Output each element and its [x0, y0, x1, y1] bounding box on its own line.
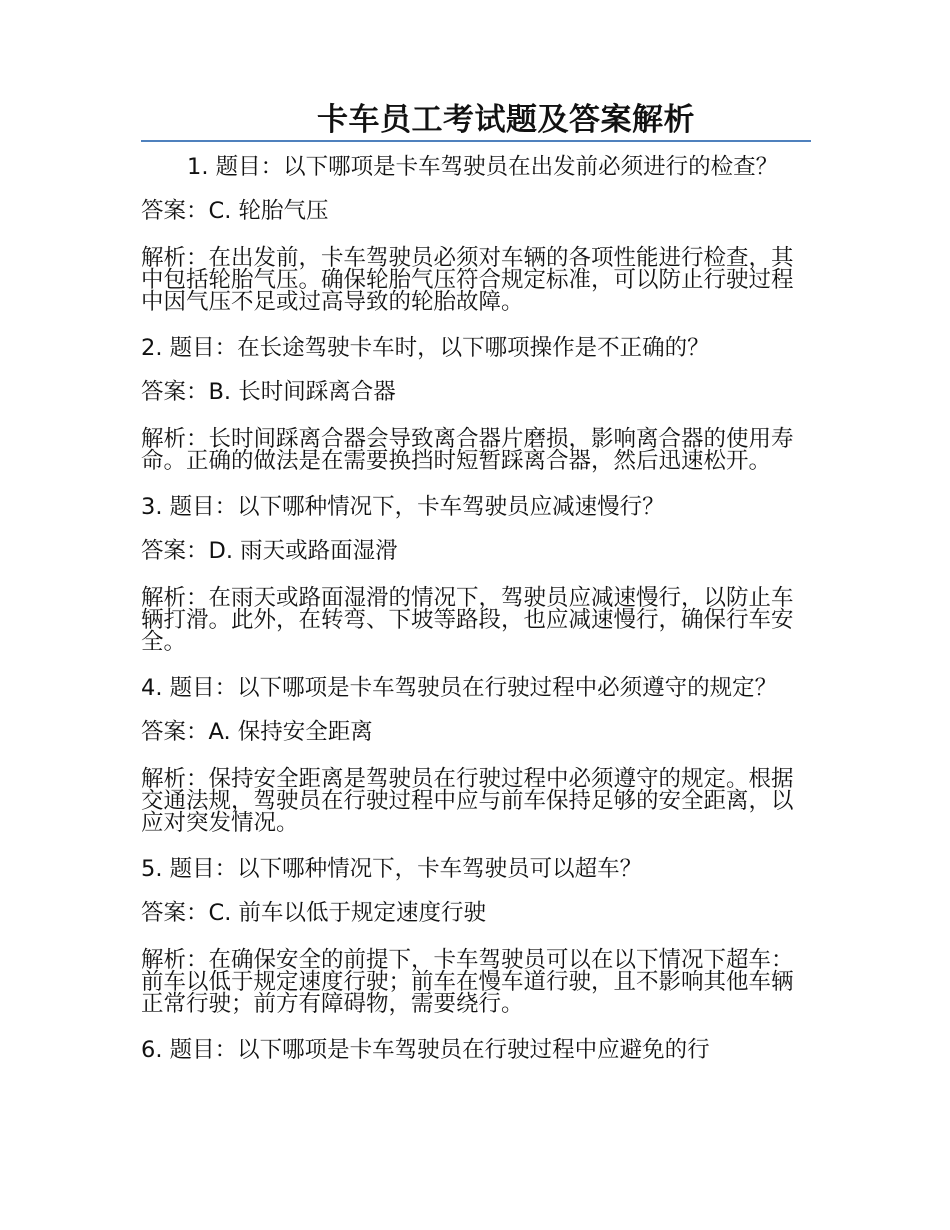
question-text: 1. 题目：以下哪项是卡车驾驶员在出发前必须进行的检查？	[187, 154, 779, 180]
explanation-text: 解析：在雨天或路面湿滑的情况下，驾驶员应减速慢行，以防止车辆打滑。此外，在转弯、下坡等路段，也应减速慢行，确保行车安全。	[141, 585, 794, 655]
answer-text: 答案：D. 雨天或路面湿滑	[141, 538, 398, 564]
question-text: 3. 题目：以下哪种情况下，卡车驾驶员应减速慢行？	[141, 494, 665, 520]
qa-item-1	[141, 156, 811, 313]
answer-text: 答案：C. 前车以低于规定速度行驶	[141, 900, 487, 926]
explanation-text: 解析：保持安全距离是驾驶员在行驶过程中必须遵守的规定。根据交通法规，驾驶员在行驶过程中应与前车保持足够的安全距离，以应对突发情况。	[141, 766, 794, 836]
qa-item-2	[141, 337, 811, 472]
answer-text: 答案：B. 长时间踩离合器	[141, 379, 396, 405]
explanation-text: 解析：在出发前，卡车驾驶员必须对车辆的各项性能进行检查，其中包括轮胎气压。确保轮胎气压符合规定标准，可以防止行驶过程中因气压不足或过高导致的轮胎故障。	[141, 245, 794, 315]
qa-item-5	[141, 858, 811, 1015]
question-text: 4. 题目：以下哪项是卡车驾驶员在行驶过程中必须遵守的规定？	[141, 675, 778, 701]
answer-text: 答案：A. 保持安全距离	[141, 719, 373, 745]
document-page	[141, 100, 811, 1061]
explanation-text: 解析：在确保安全的前提下，卡车驾驶员可以在以下情况下超车：前车以低于规定速度行驶；前车在慢车道行驶，且不影响其他车辆正常行驶；前方有障碍物，需要绕行。	[141, 947, 794, 1017]
title-underline	[141, 140, 811, 142]
answer-text: 答案：C. 轮胎气压	[141, 198, 329, 224]
document-title: 卡车员工考试题及答案解析	[317, 102, 695, 138]
question-text: 5. 题目：以下哪种情况下，卡车驾驶员可以超车？	[141, 856, 643, 882]
qa-item-6	[141, 1039, 811, 1061]
question-text: 2. 题目：在长途驾驶卡车时，以下哪项操作是不正确的？	[141, 335, 710, 361]
question-text: 6. 题目：以下哪项是卡车驾驶员在行驶过程中应避免的行	[141, 1037, 710, 1063]
explanation-text: 解析：长时间踩离合器会导致离合器片磨损，影响离合器的使用寿命。正确的做法是在需要换挡时短暂踩离合器，然后迅速松开。	[141, 426, 794, 474]
qa-item-3	[141, 496, 811, 653]
qa-item-4	[141, 677, 811, 834]
